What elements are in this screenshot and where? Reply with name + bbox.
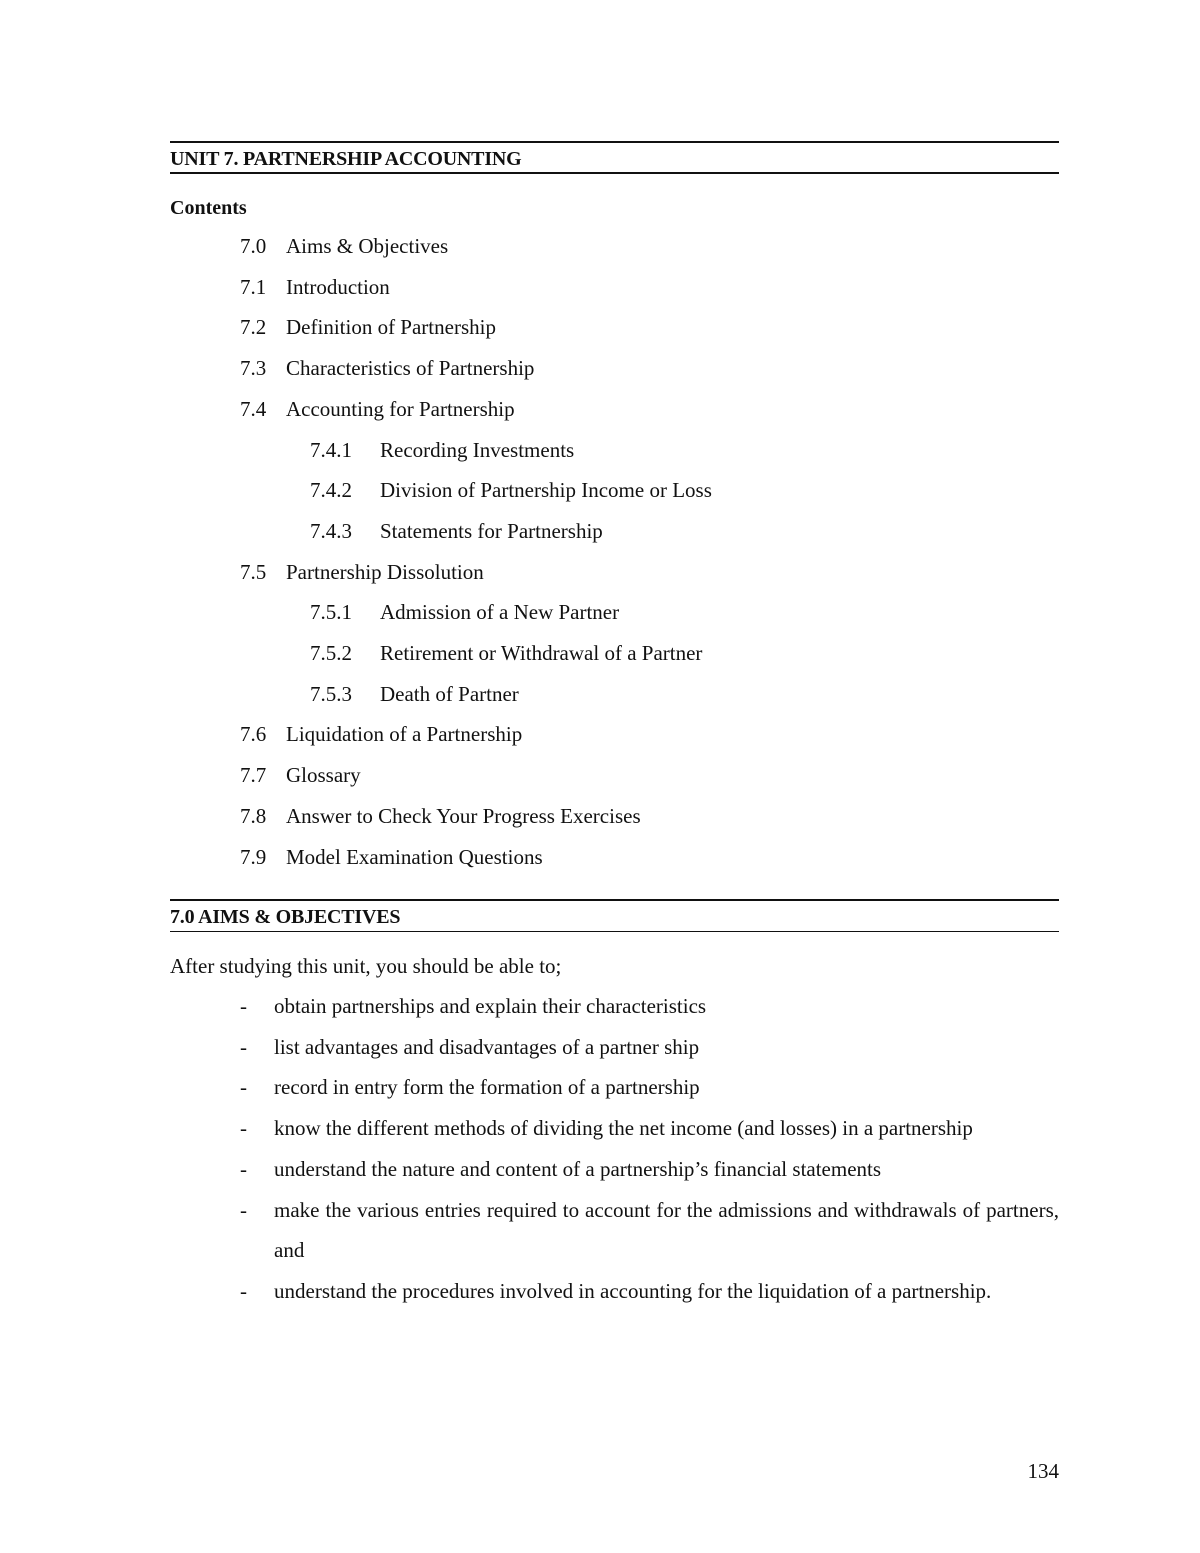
toc-item <box>240 761 361 789</box>
toc-item-number: 7.5.2 <box>310 641 352 665</box>
toc-item-number: 7.4.3 <box>310 518 352 543</box>
toc-item-number: 7.6 <box>240 722 267 747</box>
toc-item-number: 7.5.3 <box>310 681 352 706</box>
toc-item-number: 7.4.1 <box>310 437 352 462</box>
toc-item <box>240 843 543 871</box>
toc-item-number: 7.4.2 <box>310 478 352 503</box>
toc-item <box>310 639 703 667</box>
objective-text: list advantages and disadvantages of a partner ship <box>274 1034 700 1059</box>
toc-item-number: 7.9 <box>240 844 267 869</box>
objective-text: understand the procedures involved in accounting for the liquidation of a partnership. <box>274 1278 992 1303</box>
toc-item-title: Glossary <box>286 763 361 788</box>
toc-item <box>310 598 620 626</box>
bullet-dash: - <box>240 1197 247 1222</box>
bullet-dash: - <box>240 1116 247 1141</box>
toc-item-number: 7.3 <box>240 356 267 381</box>
heading-top-rule <box>170 141 1059 143</box>
toc-item-number: 7.4 <box>240 396 267 421</box>
toc-item-title: Accounting for Partnership <box>286 396 515 421</box>
toc-item-title: Division of Partnership Income or Loss <box>380 478 712 503</box>
toc-item-title: Liquidation of a Partnership <box>286 722 523 747</box>
toc-item-number: 7.1 <box>240 274 267 299</box>
toc-item <box>310 680 519 708</box>
bullet-dash: - <box>240 1278 247 1303</box>
bullet-dash: - <box>240 1156 247 1181</box>
toc-item <box>240 232 449 260</box>
toc-item-number: 7.7 <box>240 763 267 788</box>
toc-item-title: Characteristics of Partnership <box>286 356 535 381</box>
aims-heading: 7.0 AIMS & OBJECTIVES <box>170 906 401 928</box>
toc-item-number: 7.8 <box>240 803 267 828</box>
toc-item <box>310 517 603 545</box>
toc-item-title: Model Examination Questions <box>286 844 543 869</box>
toc-item <box>310 476 712 504</box>
objective-text: record in entry form the formation of a partnership <box>274 1075 700 1100</box>
toc-item <box>310 436 575 464</box>
aims-heading-bottom-rule <box>170 931 1059 932</box>
toc-item <box>240 558 484 586</box>
unit-heading: UNIT 7. PARTNERSHIP ACCOUNTING <box>170 148 522 170</box>
toc-item <box>240 395 515 423</box>
toc-item-number: 7.0 <box>240 234 267 258</box>
toc-item-number: 7.5 <box>240 559 267 584</box>
toc-item-title: Answer to Check Your Progress Exercises <box>286 803 641 828</box>
toc-item <box>240 802 641 830</box>
toc-item-title: Death of Partner <box>380 681 519 706</box>
toc-item <box>240 720 523 748</box>
objective-text: know the different methods of dividing the net income (and losses) in a partnership <box>274 1116 973 1141</box>
bullet-dash: - <box>240 994 247 1018</box>
toc-item-title: Recording Investments <box>380 437 575 462</box>
toc-item <box>240 354 535 382</box>
toc-item-title: Definition of Partnership <box>286 315 496 340</box>
aims-intro: After studying this unit, you should be able to; <box>170 954 562 978</box>
toc-item-title: Aims & Objectives <box>286 234 449 258</box>
aims-heading-top-rule <box>170 899 1059 901</box>
heading-bottom-rule <box>170 172 1059 174</box>
toc-item-title: Statements for Partnership <box>380 518 603 543</box>
bullet-dash: - <box>240 1075 247 1100</box>
toc-item <box>240 313 496 341</box>
toc-item-number: 7.2 <box>240 315 267 340</box>
toc-item <box>240 273 390 301</box>
toc-item-number: 7.5.1 <box>310 600 352 625</box>
objective-text: make the various entries required to account for the admissions and withdrawals of partners, and <box>274 1197 1059 1263</box>
objective-text: understand the nature and content of a partnership’s financial statements <box>274 1156 882 1181</box>
toc-item-title: Partnership Dissolution <box>286 559 484 584</box>
page-number: 134 <box>1027 1459 1059 1483</box>
toc-item-title: Retirement or Withdrawal of a Partner <box>380 641 703 665</box>
toc-item-title: Admission of a New Partner <box>380 600 620 625</box>
bullet-dash: - <box>240 1034 247 1059</box>
contents-label: Contents <box>170 197 247 219</box>
objective-text: obtain partnerships and explain their characteristics <box>274 994 707 1018</box>
toc-item-title: Introduction <box>286 274 390 299</box>
